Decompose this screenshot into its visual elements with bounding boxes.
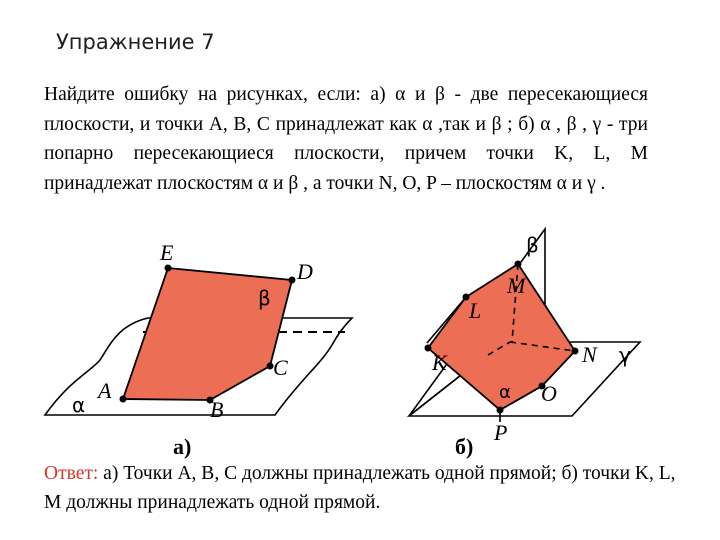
point-N-dot xyxy=(572,348,579,355)
label-alpha-b: α xyxy=(499,382,511,403)
slide-title: Упражнение 7 xyxy=(56,30,215,54)
label-beta-a: β xyxy=(258,286,271,310)
label-E: E xyxy=(160,240,174,265)
point-K-dot xyxy=(425,345,432,352)
point-P-dot xyxy=(497,407,504,414)
label-M: M xyxy=(507,273,526,298)
task-text: Найдите ошибку на рисунках, если: а) α и β - две пересекающиеся плоскости, и точки A, B, C принадлежат как α ,так и β ; б) α , β , γ - три попарно пересекающиеся плоскости, причем точки K, L, M принадлежат плоскостям α и β , а точки N, O, P – плоскостям α и γ . xyxy=(44,84,648,194)
label-alpha-a: α xyxy=(72,393,86,417)
answer-label: Ответ: xyxy=(44,463,99,484)
label-gamma-b: γ xyxy=(619,343,631,367)
figure-a xyxy=(45,240,352,459)
caption-b: б) xyxy=(455,434,474,459)
label-P: P xyxy=(494,420,508,445)
caption-a: а) xyxy=(173,434,192,459)
label-A: A xyxy=(98,378,112,403)
point-E-dot xyxy=(165,265,172,272)
answer xyxy=(44,460,684,517)
label-K: K xyxy=(432,350,447,375)
label-D: D xyxy=(297,259,313,284)
label-B: B xyxy=(210,397,224,422)
point-M-dot xyxy=(515,261,522,268)
geometry-figures xyxy=(0,220,720,460)
label-O: O xyxy=(541,381,557,406)
label-C: C xyxy=(273,355,288,380)
label-N: N xyxy=(582,342,597,367)
point-A-dot xyxy=(120,396,127,403)
answer-text: а) Точки A, B, C должны принадлежать одной прямой; б) точки K, L, M должны принадлежать одной прямой. xyxy=(44,463,676,513)
label-L: L xyxy=(469,298,482,323)
figure-b xyxy=(409,229,640,459)
label-beta-b: β xyxy=(526,233,539,257)
point-D-dot xyxy=(289,277,296,284)
